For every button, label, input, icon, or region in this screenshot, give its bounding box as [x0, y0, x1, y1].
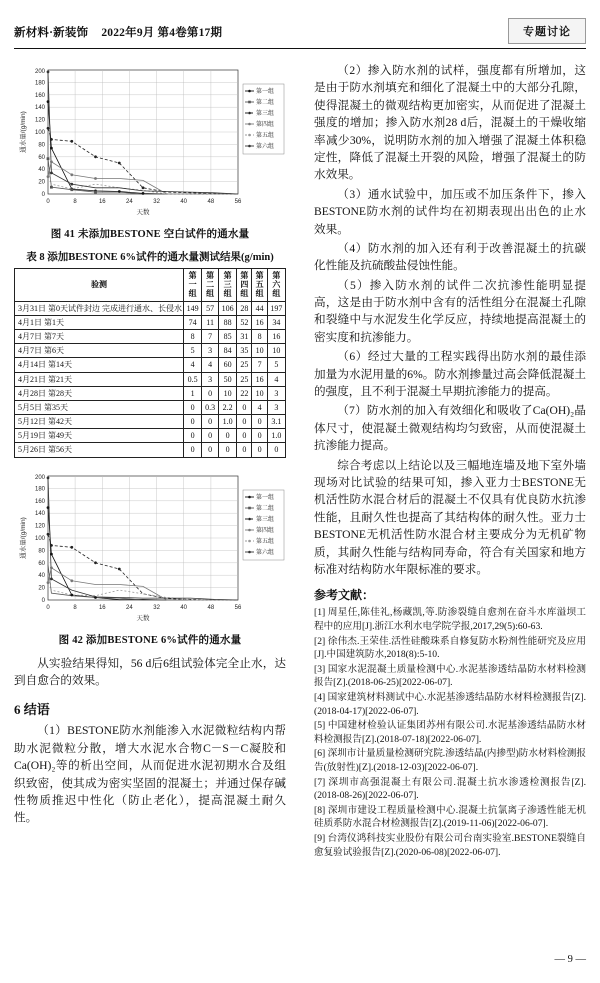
cell: 0	[252, 429, 267, 443]
svg-text:40: 40	[180, 199, 188, 205]
cell: 0.3	[202, 400, 219, 414]
cell: 74	[184, 315, 202, 329]
figure-42-legend	[243, 490, 284, 560]
right-paragraph-7: （7）防水剂的加入有效细化和吸收了Ca(OH)₂晶体尺寸，使混凝土微观结构均匀致密，从而使混凝土抗渗能力提高。	[314, 404, 586, 453]
cell: 28	[237, 301, 252, 315]
cell: 34	[267, 315, 285, 329]
cell: 0	[202, 443, 219, 457]
svg-text:140: 140	[34, 510, 45, 517]
svg-text:40: 40	[38, 572, 45, 579]
reference-item: [2] 徐伟杰.王荣佳.活性硅酸珠系自修复防水粉剂性能研究及应用[J].中国建筑防水,2018(8):5-10.	[314, 635, 586, 661]
table-row	[15, 415, 286, 429]
svg-text:56: 56	[234, 199, 242, 205]
cell: 0	[184, 429, 202, 443]
right-paragraph-4: （4）防水剂的加入还有利于改善混凝土的抗碳化性能及抗硫酸盐侵蚀性能。	[314, 241, 586, 273]
cell: 106	[218, 301, 236, 315]
cell: 3.1	[267, 415, 285, 429]
figure-41-chart	[14, 62, 286, 222]
cell: 5	[184, 344, 202, 358]
cell: 0	[184, 415, 202, 429]
svg-text:40: 40	[38, 167, 45, 174]
cell: 10	[218, 386, 236, 400]
figure-42-svg	[14, 468, 286, 628]
figure-41	[14, 62, 286, 241]
right-paragraph-5: （5）掺入防水剂的试件二次抗渗性能明显提高，这是由于防水剂中含有的活性组分在混凝土孔隙和裂缝中与水泥发生化学反应，持续地提高混凝土的密实度和抗渗能力。	[314, 278, 586, 344]
cell: 0	[218, 429, 236, 443]
cell: 50	[218, 372, 236, 386]
cell: 35	[237, 344, 252, 358]
right-paragraph-6: （6）经过大量的工程实践得出防水剂的最佳添加量为水泥用量的6%。防水剂掺量过高会降低混凝土的强度，且不利于混凝土早期抗渗能力的提高。	[314, 350, 586, 399]
cell: 5	[267, 358, 285, 372]
svg-text:8: 8	[73, 199, 77, 205]
row-label: 5月26日 第56天	[15, 443, 184, 457]
cell: 25	[237, 358, 252, 372]
cell: 57	[202, 301, 219, 315]
cell: 1.0	[218, 415, 236, 429]
row-label: 4月7日 第6天	[15, 344, 184, 358]
row-label: 4月7日 第7天	[15, 329, 184, 343]
conclusion-heading: 6 结语	[14, 702, 50, 718]
cell: 16	[252, 315, 267, 329]
table-row	[15, 344, 286, 358]
svg-text:120: 120	[34, 523, 45, 530]
cell: 0	[202, 415, 219, 429]
section-badge: 专题讨论	[508, 18, 586, 44]
table-col-header: 第三组	[218, 269, 236, 302]
table-col-header: 验测	[15, 269, 184, 302]
cell: 4	[184, 358, 202, 372]
cell: 0	[218, 443, 236, 457]
cell: 0	[184, 400, 202, 414]
svg-text:48: 48	[207, 199, 215, 205]
left-column	[14, 62, 286, 829]
cell: 0	[202, 429, 219, 443]
cell: 16	[267, 329, 285, 343]
cell: 7	[202, 329, 219, 343]
figure-41-caption: 图 41 未添加BESTONE 空白试件的通水量	[50, 229, 250, 240]
svg-text:80: 80	[38, 548, 45, 555]
svg-text:天数: 天数	[136, 209, 150, 216]
cell: 4	[202, 358, 219, 372]
cell: 10	[252, 386, 267, 400]
right-paragraph-8: 综合考虑以上结论以及三幅地连墙及地下室外墙现场对比试验的结果可知，掺入亚力士BESTONE无机活性防水混合材后的混凝土不仅具有优良防水抗渗性能，且耐久性也提高了其结构体的耐久性。亚力士BESTONE无机活性防水混合材主要成分为无机矿物质，其耐久性能与结构同寿命，符合有关国家和地方标准对结构防水年限标准的要求。	[314, 458, 586, 576]
svg-text:8: 8	[73, 604, 77, 611]
table-row	[15, 400, 286, 414]
cell: 10	[267, 344, 285, 358]
table-row	[15, 443, 286, 457]
figure-41-legend	[243, 84, 284, 154]
cell: 0	[202, 386, 219, 400]
svg-text:通水量/(g/min): 通水量/(g/min)	[20, 111, 27, 153]
svg-text:20: 20	[38, 585, 45, 592]
svg-text:第六组: 第六组	[256, 144, 275, 150]
table-col-header: 第一组	[184, 269, 202, 302]
cell: 7	[252, 358, 267, 372]
table-col-header: 第四组	[237, 269, 252, 302]
cell: 1.0	[267, 429, 285, 443]
reference-item: [3] 国家水泥混凝土质量检测中心.水泥基渗透结晶防水材料检测报告[Z].(2018-06-25)[2022-06-07].	[314, 663, 586, 689]
cell: 88	[218, 315, 236, 329]
figure-42-chart	[14, 468, 286, 628]
cell: 3	[202, 372, 219, 386]
right-paragraph-3: （3）通水试验中，加压或不加压条件下，掺入BESTONE防水剂的试件均在初期表现出出色的止水效果。	[314, 187, 586, 236]
svg-text:第一组: 第一组	[256, 494, 275, 501]
svg-text:40: 40	[180, 604, 188, 611]
svg-text:第二组: 第二组	[256, 100, 275, 106]
svg-text:100: 100	[34, 130, 45, 136]
svg-text:第六组: 第六组	[256, 549, 275, 556]
page-header	[14, 24, 586, 54]
cell: 2.2	[218, 400, 236, 414]
row-label: 5月12日 第42天	[15, 415, 184, 429]
header-journal-line	[14, 24, 222, 40]
svg-text:56: 56	[234, 604, 242, 611]
cell: 0.5	[184, 372, 202, 386]
cell: 8	[184, 329, 202, 343]
svg-text:200: 200	[34, 474, 45, 481]
cell: 22	[237, 386, 252, 400]
svg-text:180: 180	[34, 80, 45, 87]
row-label: 4月28日 第28天	[15, 386, 184, 400]
svg-text:60: 60	[38, 560, 45, 567]
table-row	[15, 372, 286, 386]
table-8	[14, 268, 286, 458]
figure-42	[14, 468, 286, 647]
cell: 4	[267, 372, 285, 386]
row-label: 5月5日 第35天	[15, 400, 184, 414]
table-row	[15, 358, 286, 372]
journal-title: 新材料·新装饰	[14, 27, 89, 39]
cell: 0	[252, 415, 267, 429]
svg-text:160: 160	[34, 92, 45, 99]
cell: 84	[218, 344, 236, 358]
cell: 0	[267, 443, 285, 457]
svg-text:20: 20	[38, 179, 45, 186]
table-col-header: 第六组	[267, 269, 285, 302]
cell: 0	[237, 443, 252, 457]
cell: 1	[184, 386, 202, 400]
cell: 16	[252, 372, 267, 386]
svg-text:24: 24	[126, 199, 133, 205]
svg-text:第五组: 第五组	[256, 538, 275, 545]
svg-text:16: 16	[98, 604, 106, 611]
svg-text:0: 0	[41, 597, 45, 604]
cell: 8	[252, 329, 267, 343]
svg-text:24: 24	[126, 604, 133, 611]
cell: 0	[237, 429, 252, 443]
table-8-caption: 表 8 添加BESTONE 6%试件的通水量测试结果(g/min)	[26, 252, 274, 263]
svg-text:通水量/(g/min): 通水量/(g/min)	[20, 516, 27, 559]
cell: 10	[252, 344, 267, 358]
cell: 44	[252, 301, 267, 315]
cell: 25	[237, 372, 252, 386]
row-label: 4月1日 第1天	[15, 315, 184, 329]
cell: 197	[267, 301, 285, 315]
cell: 4	[252, 400, 267, 414]
svg-text:100: 100	[34, 535, 45, 542]
svg-text:第三组: 第三组	[256, 516, 275, 523]
row-label: 4月21日 第21天	[15, 372, 184, 386]
table-row	[15, 269, 286, 302]
svg-text:第五组: 第五组	[256, 133, 275, 139]
conclusion-paragraph-1: （1）BESTONE防水剂能渗入水泥微粒结构内帮助水泥微粒分散，增大水泥水合物C－S－C凝胶和Ca(OH)₂等的析出空间，从而促进水泥初期水合及组织致密，使其成为密实坚固的混凝土；并通过保存碱性物质推迟中性化（防止老化），提高混凝土耐久性。	[14, 724, 286, 825]
svg-text:天数: 天数	[136, 614, 150, 622]
svg-text:0: 0	[41, 192, 45, 198]
issue-info: 2022年9月 第4卷第17期	[101, 27, 223, 39]
cell: 11	[202, 315, 219, 329]
row-label: 4月14日 第14天	[15, 358, 184, 372]
table-row	[15, 301, 286, 315]
svg-text:0: 0	[46, 199, 50, 205]
right-column	[314, 62, 586, 860]
cell: 0	[252, 443, 267, 457]
svg-text:第四组: 第四组	[256, 122, 275, 128]
svg-text:第四组: 第四组	[256, 527, 275, 534]
table-col-header: 第二组	[202, 269, 219, 302]
page-number: — 9 —	[554, 954, 586, 965]
cell: 0	[237, 400, 252, 414]
figure-41-svg	[14, 62, 286, 222]
table-row	[15, 329, 286, 343]
table-row	[15, 386, 286, 400]
reference-item: [8] 深圳市建设工程质量检测中心.混凝土抗氯离子渗透性能无机硅质系防水混合材检测报告[Z].(2019-11-06)[2022-06-07].	[314, 804, 586, 830]
svg-text:60: 60	[38, 154, 45, 161]
cell: 31	[237, 329, 252, 343]
reference-item: [5] 中国建材检验认证集团苏州有限公司.水泥基渗透结晶防水材料检测报告[Z].(2018-07-18)[2022-06-07].	[314, 720, 586, 745]
references-heading: 参考文献：	[314, 588, 375, 603]
svg-text:180: 180	[34, 486, 45, 493]
figure-42-caption: 图 42 添加BESTONE 6%试件的通水量	[58, 634, 242, 646]
svg-text:32: 32	[153, 199, 160, 205]
header-divider	[14, 48, 586, 49]
cell: 85	[218, 329, 236, 343]
svg-text:48: 48	[207, 604, 215, 611]
reference-item: [9] 台湾仪鸿科技实业股份有限公司台南实验室.BESTONE裂缝自愈复验试验报告[Z].(2020-06-08)[2022-06-07].	[314, 833, 586, 858]
row-label: 5月19日 第49天	[15, 429, 184, 443]
svg-text:第一组: 第一组	[256, 89, 275, 95]
cell: 52	[237, 315, 252, 329]
svg-text:32: 32	[153, 604, 160, 611]
svg-text:0: 0	[46, 604, 50, 611]
table-row	[15, 315, 286, 329]
table-row	[15, 429, 286, 443]
reference-item: [6] 深圳市计量质量检测研究院.渗透结晶(内掺型)防水材料检测报告(放射性)[Z].(2018-12-03)[2022-06-07].	[314, 748, 586, 774]
cell: 3	[267, 400, 285, 414]
cell: 60	[218, 358, 236, 372]
svg-text:120: 120	[34, 117, 45, 124]
table-col-header: 第五组	[252, 269, 267, 302]
svg-text:160: 160	[34, 498, 45, 505]
left-paragraph-1: 从实验结果得知，56 d后6组试验体完全止水，达到自愈合的效果。	[14, 656, 286, 688]
reference-item: [1] 周星任,陈佳礼,杨藏凯,等.防渗裂缝自愈剂在奋斗水库溢坝工程中的应用[J].浙江水利水电学院学报,2017,29(5):60-63.	[314, 607, 586, 632]
cell: 0	[237, 415, 252, 429]
cell: 0	[184, 443, 202, 457]
right-paragraph-2: （2）掺入防水剂的试样，强度都有所增加，这是由于防水剂填充和细化了混凝土中的大部分孔隙，使得混凝土的微观结构更加密实，从而促进了混凝土强度的增加；掺入防水剂28 d后，混凝土的干燥收缩率减少30%，说明防水剂的加入增强了混凝土体积稳定性，降低了混凝土开裂的风险，增强了混凝土的防水效果。	[314, 64, 586, 182]
cell: 3	[202, 344, 219, 358]
reference-item: [4] 国家建筑材料测试中心.水泥基渗透结晶防水材料检测报告[Z].(2018-04-17)[2022-06-07].	[314, 691, 586, 717]
row-label: 3月31日 第0天试件封边 完成进行通水、长侵水	[15, 301, 184, 315]
svg-text:第三组: 第三组	[256, 111, 275, 117]
reference-item: [7] 深圳市高强混凝土有限公司.混凝土抗水渗透检测报告[Z].(2018-08-26)[2022-06-07].	[314, 776, 586, 802]
svg-text:80: 80	[38, 142, 45, 149]
svg-text:200: 200	[34, 69, 45, 75]
cell: 3	[267, 386, 285, 400]
svg-text:16: 16	[98, 199, 106, 205]
svg-text:140: 140	[34, 105, 45, 112]
cell: 149	[184, 301, 202, 315]
svg-text:第二组: 第二组	[256, 505, 275, 512]
